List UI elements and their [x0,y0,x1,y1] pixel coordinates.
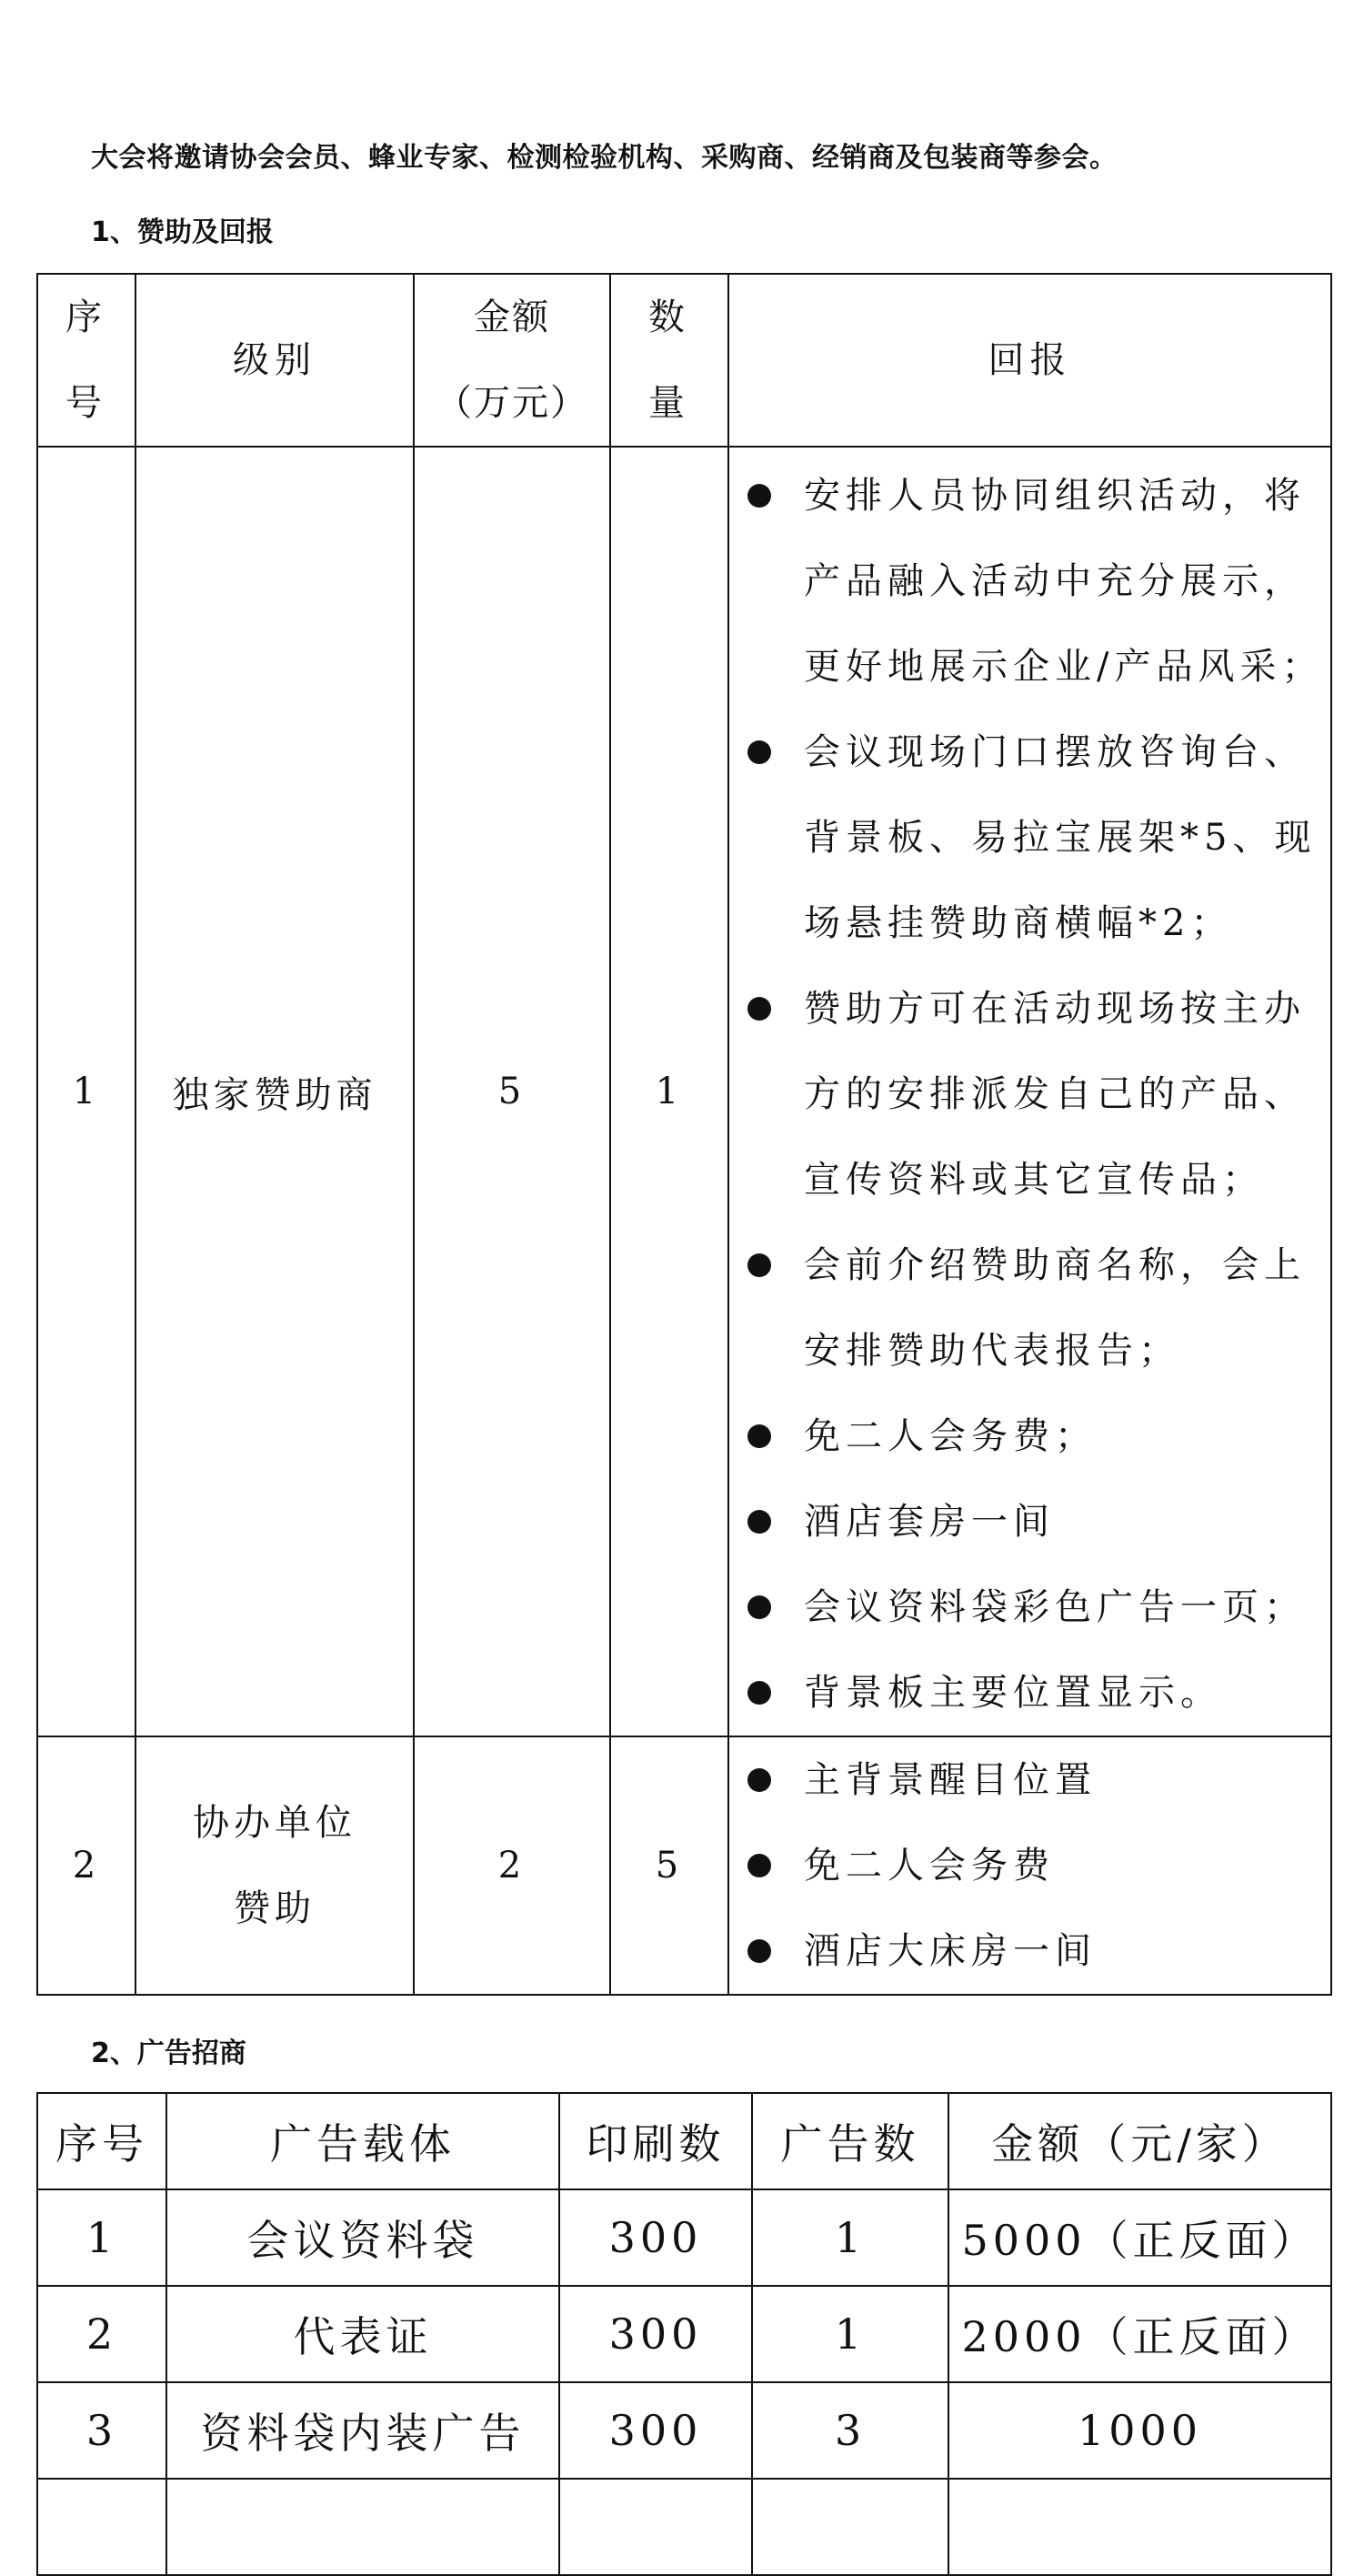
row-no: 2 [37,1736,135,1995]
cell: 代表证 [166,2286,559,2382]
cell: 1 [752,2286,948,2382]
table-row [37,2382,1331,2479]
cell: 1 [752,2189,948,2286]
return-item [744,1823,1330,1908]
cell: 1000 [948,2382,1331,2479]
table-row [37,1736,1331,1995]
header-cell: 金额（元/家） [948,2093,1331,2189]
bullet-icon [747,997,771,1021]
cell: 5000（正反面） [948,2189,1331,2286]
bullet-icon [747,1424,771,1448]
return-item [744,1223,1330,1394]
advertising-table [36,2092,1332,2576]
advertising-header-row [37,2093,1331,2189]
return-item [744,453,1330,709]
sponsorship-header-row [37,274,1331,447]
cell: 资料袋内装广告 [166,2382,559,2479]
return-item [744,1908,1330,1994]
return-text: 背景板主要位置显示。 [804,1672,1222,1714]
cell: 1 [37,2189,166,2286]
section2-title: 2、广告招商 [91,2038,246,2069]
return-text: 免二人会务费 [804,1845,1055,1887]
table-row [37,2286,1331,2382]
return-text: 免二人会务费； [804,1415,1097,1457]
table-row [37,2479,1331,2575]
header-cell: 序号 [37,2093,166,2189]
return-item [744,1394,1330,1479]
return-item [744,1650,1330,1736]
return-item [744,709,1330,966]
cell [37,2479,166,2575]
cell: 3 [37,2382,166,2479]
row-amount: 5 [414,447,610,1736]
return-text: 主背景醒目位置 [804,1759,1097,1801]
cell: 300 [559,2189,752,2286]
return-item [744,1565,1330,1650]
header-cell: 广告数 [752,2093,948,2189]
return-text: 酒店大床房一间 [804,1930,1097,1972]
return-text: 酒店套房一间 [804,1501,1055,1543]
return-item [744,1737,1330,1823]
cell [559,2479,752,2575]
table-row [37,447,1331,1736]
row-returns [728,447,1331,1736]
row-qty: 5 [610,1736,728,1995]
return-text: 会议资料袋彩色广告一页； [804,1586,1306,1628]
row-returns [728,1736,1331,1995]
bullet-icon [747,1510,771,1534]
bullet-icon [747,484,771,508]
bullet-icon [747,740,771,764]
row-amount: 2 [414,1736,610,1995]
cell: 3 [752,2382,948,2479]
intro-text: 大会将邀请协会会员、蜂业专家、检测检验机构、采购商、经销商及包装商等参会。 [91,142,1118,174]
row-level: 独家赞助商 [135,447,414,1736]
return-text: 会前介绍赞助商名称，会上安排赞助代表报告； [804,1244,1306,1372]
return-text: 安排人员协同组织活动，将产品融入活动中充分展示，更好地展示企业/产品风采； [804,475,1324,688]
header-qty: 数 量 [610,274,728,447]
bullet-icon [747,1595,771,1619]
bullet-icon [747,1854,771,1877]
header-cell: 广告载体 [166,2093,559,2189]
cell [166,2479,559,2575]
section1-title: 1、赞助及回报 [91,216,274,248]
cell: 300 [559,2382,752,2479]
header-returns: 回报 [728,274,1331,447]
bullet-icon [747,1768,771,1792]
bullet-icon [747,1681,771,1705]
header-level: 级别 [135,274,414,447]
cell: 2000（正反面） [948,2286,1331,2382]
header-no: 序 号 [37,274,135,447]
row-qty: 1 [610,447,728,1736]
bullet-icon [747,1253,771,1277]
return-item [744,1479,1330,1565]
cell: 300 [559,2286,752,2382]
bullet-icon [747,1939,771,1963]
row-no: 1 [37,447,135,1736]
return-text: 赞助方可在活动现场按主办方的安排派发自己的产品、宣传资料或其它宣传品； [804,988,1306,1201]
cell: 会议资料袋 [166,2189,559,2286]
sponsorship-table [36,273,1332,1996]
header-cell: 印刷数 [559,2093,752,2189]
return-item [744,966,1330,1223]
cell [948,2479,1331,2575]
cell [752,2479,948,2575]
header-amount: 金额 （万元） [414,274,610,447]
row-level: 协办单位 赞助 [135,1736,414,1995]
return-text: 会议现场门口摆放咨询台、背景板、易拉宝展架*5、现场悬挂赞助商横幅*2； [804,731,1317,944]
table-row [37,2189,1331,2286]
cell: 2 [37,2286,166,2382]
